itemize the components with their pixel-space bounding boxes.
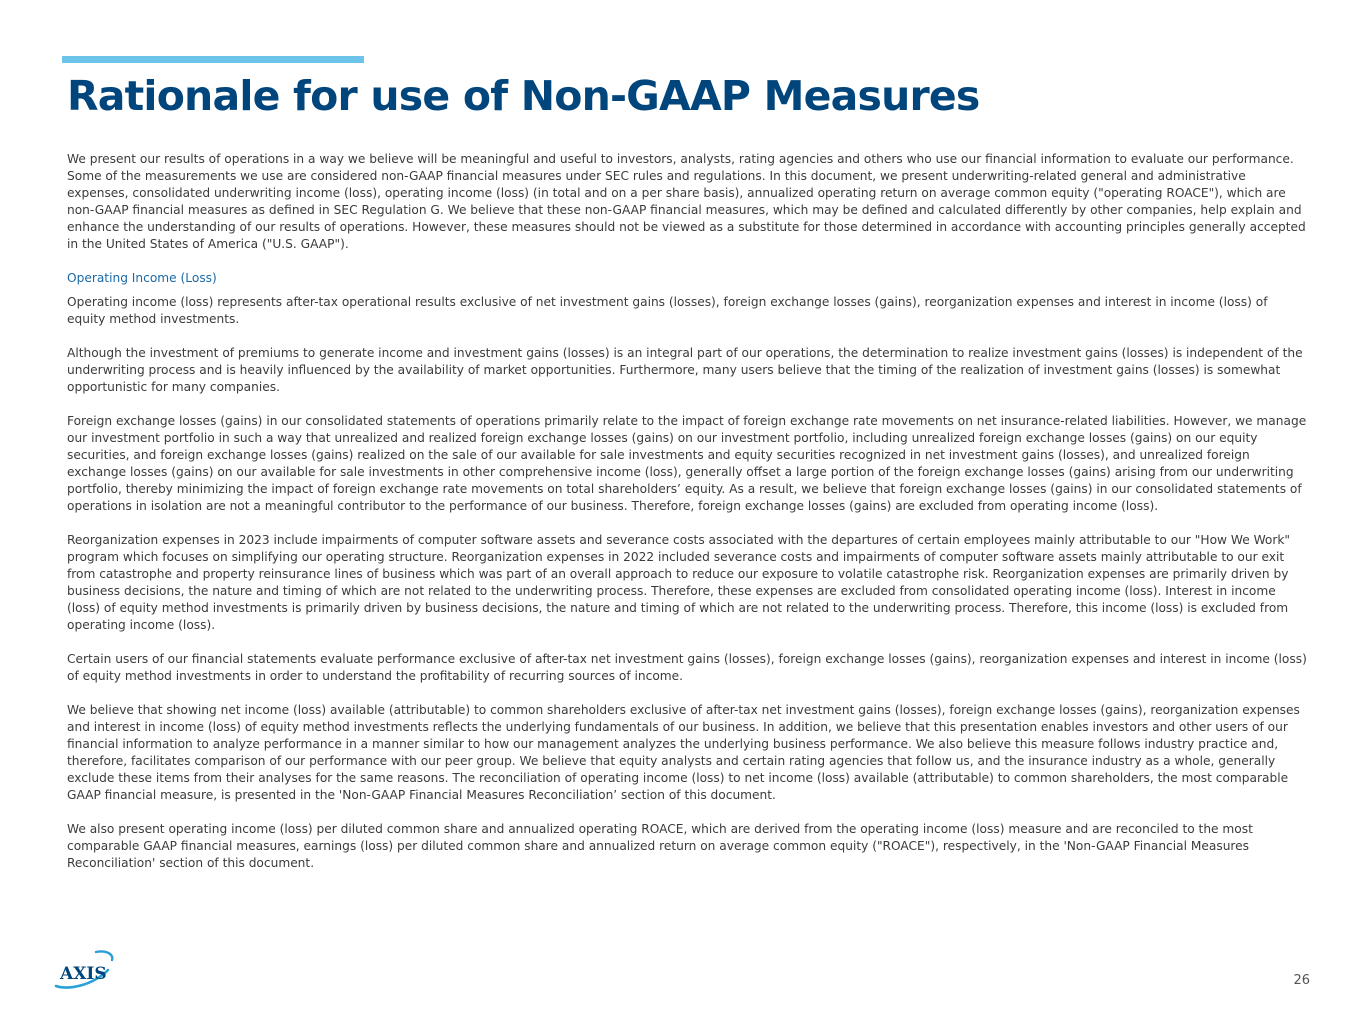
page-number: 26 <box>1293 973 1310 988</box>
body-content <box>67 151 1307 889</box>
body-paragraph: Foreign exchange losses (gains) in our consolidated statements of operations primarily relate to the impact of foreign exchange rate movements on net insurance-related liabilities. However, we manage our investment portfolio in such a way that unrealized and realized foreign exchange losses (gains) on our investment portfolio, including unrealized foreign exchange losses (gains) on our equity securities, and foreign exchange losses (gains) realized on the sale of our available for sale investments and equity securities recognized in net investment gains (losses), and unrealized foreign exchange losses (gains) on our available for sale investments in other comprehensive income (loss), generally offset a large portion of the foreign exchange losses (gains) arising from our underwriting portfolio, thereby minimizing the impact of foreign exchange rate movements on total shareholders’ equity. As a result, we believe that foreign exchange losses (gains) in our consolidated statements of operations in isolation are not a meaningful contributor to the performance of our business. Therefore, foreign exchange losses (gains) are excluded from operating income (loss). <box>67 414 1307 513</box>
svg-text:AXIS: AXIS <box>60 964 107 984</box>
body-paragraph: We also present operating income (loss) per diluted common share and annualized operating ROACE, which are derived from the operating income (loss) measure and are reconciled to the most comparable GAAP financial measures, earnings (loss) per diluted common share and annualized return on average common equity ("ROACE"), respectively, in the 'Non-GAAP Financial Measures Reconciliation' section of this document. <box>67 822 1253 870</box>
page-title: Rationale for use of Non-GAAP Measures <box>67 72 980 120</box>
accent-bar <box>62 56 364 63</box>
intro-paragraph: We present our results of operations in a way we believe will be meaningful and useful to investors, analysts, rating agencies and others who use our financial information to evaluate our performance. Some of the measurements we use are considered non-GAAP financial measures under SEC rules and regulations. In this document, we present underwriting-related general and administrative expenses, consolidated underwriting income (loss), operating income (loss) (in total and on a per share basis), annualized operating return on average common equity ("operating ROACE"), which are non-GAAP financial measures as defined in SEC Regulation G. We believe that these non-GAAP financial measures, which may be defined and calculated differently by other companies, help explain and enhance the understanding of our results of operations. However, these measures should not be viewed as a substitute for those determined in accordance with accounting principles generally accepted in the United States of America ("U.S. GAAP"). <box>67 152 1306 251</box>
body-paragraph: Although the investment of premiums to generate income and investment gains (losses) is an integral part of our operations, the determination to realize investment gains (losses) is independent of the underwriting process and is heavily influenced by the availability of market opportunities. Furthermore, many users believe that the timing of the realization of investment gains (losses) is somewhat opportunistic for many companies. <box>67 346 1303 394</box>
body-paragraph: We believe that showing net income (loss) available (attributable) to common shareholders exclusive of after-tax net investment gains (losses), foreign exchange losses (gains), reorganization expenses and interest in income (loss) of equity method investments reflects the underlying fundamentals of our business. In addition, we believe that this presentation enables investors and other users of our financial information to analyze performance in a manner similar to how our management analyzes the underlying business performance. We also believe this measure follows industry practice and, therefore, facilitates comparison of our performance with our peer group. We believe that equity analysts and certain rating agencies that follow us, and the insurance industry as a whole, generally exclude these items from their analyses for the same reasons. The reconciliation of operating income (loss) to net income (loss) available (attributable) to common shareholders, the most comparable GAAP financial measure, is presented in the 'Non-GAAP Financial Measures Reconciliation’ section of this document. <box>67 703 1300 802</box>
section-heading: Operating Income (Loss) <box>67 271 217 285</box>
body-paragraph: Certain users of our financial statements evaluate performance exclusive of after-tax net investment gains (losses), foreign exchange losses (gains), reorganization expenses and interest in income (loss) of equity method investments in order to understand the profitability of recurring sources of income. <box>67 652 1307 683</box>
body-paragraph: Reorganization expenses in 2023 include impairments of computer software assets and severance costs associated with the departures of certain employees mainly attributable to our "How We Work" program which focuses on simplifying our operating structure. Reorganization expenses in 2022 included severance costs and impairments of computer software assets mainly attributable to our exit from catastrophe and property reinsurance lines of business which was part of an overall approach to reduce our exposure to volatile catastrophe risk. Reorganization expenses are primarily driven by business decisions, the nature and timing of which are not related to the underwriting process. Therefore, these expenses are excluded from consolidated operating income (loss). Interest in income (loss) of equity method investments is primarily driven by business decisions, the nature and timing of which are not related to the underwriting process. Therefore, this income (loss) is excluded from operating income (loss). <box>67 533 1291 632</box>
axis-logo-icon <box>52 948 118 992</box>
axis-logo <box>52 948 118 992</box>
body-paragraph: Operating income (loss) represents after-tax operational results exclusive of net investment gains (losses), foreign exchange losses (gains), reorganization expenses and interest in income (loss) of equity method investments. <box>67 295 1268 326</box>
